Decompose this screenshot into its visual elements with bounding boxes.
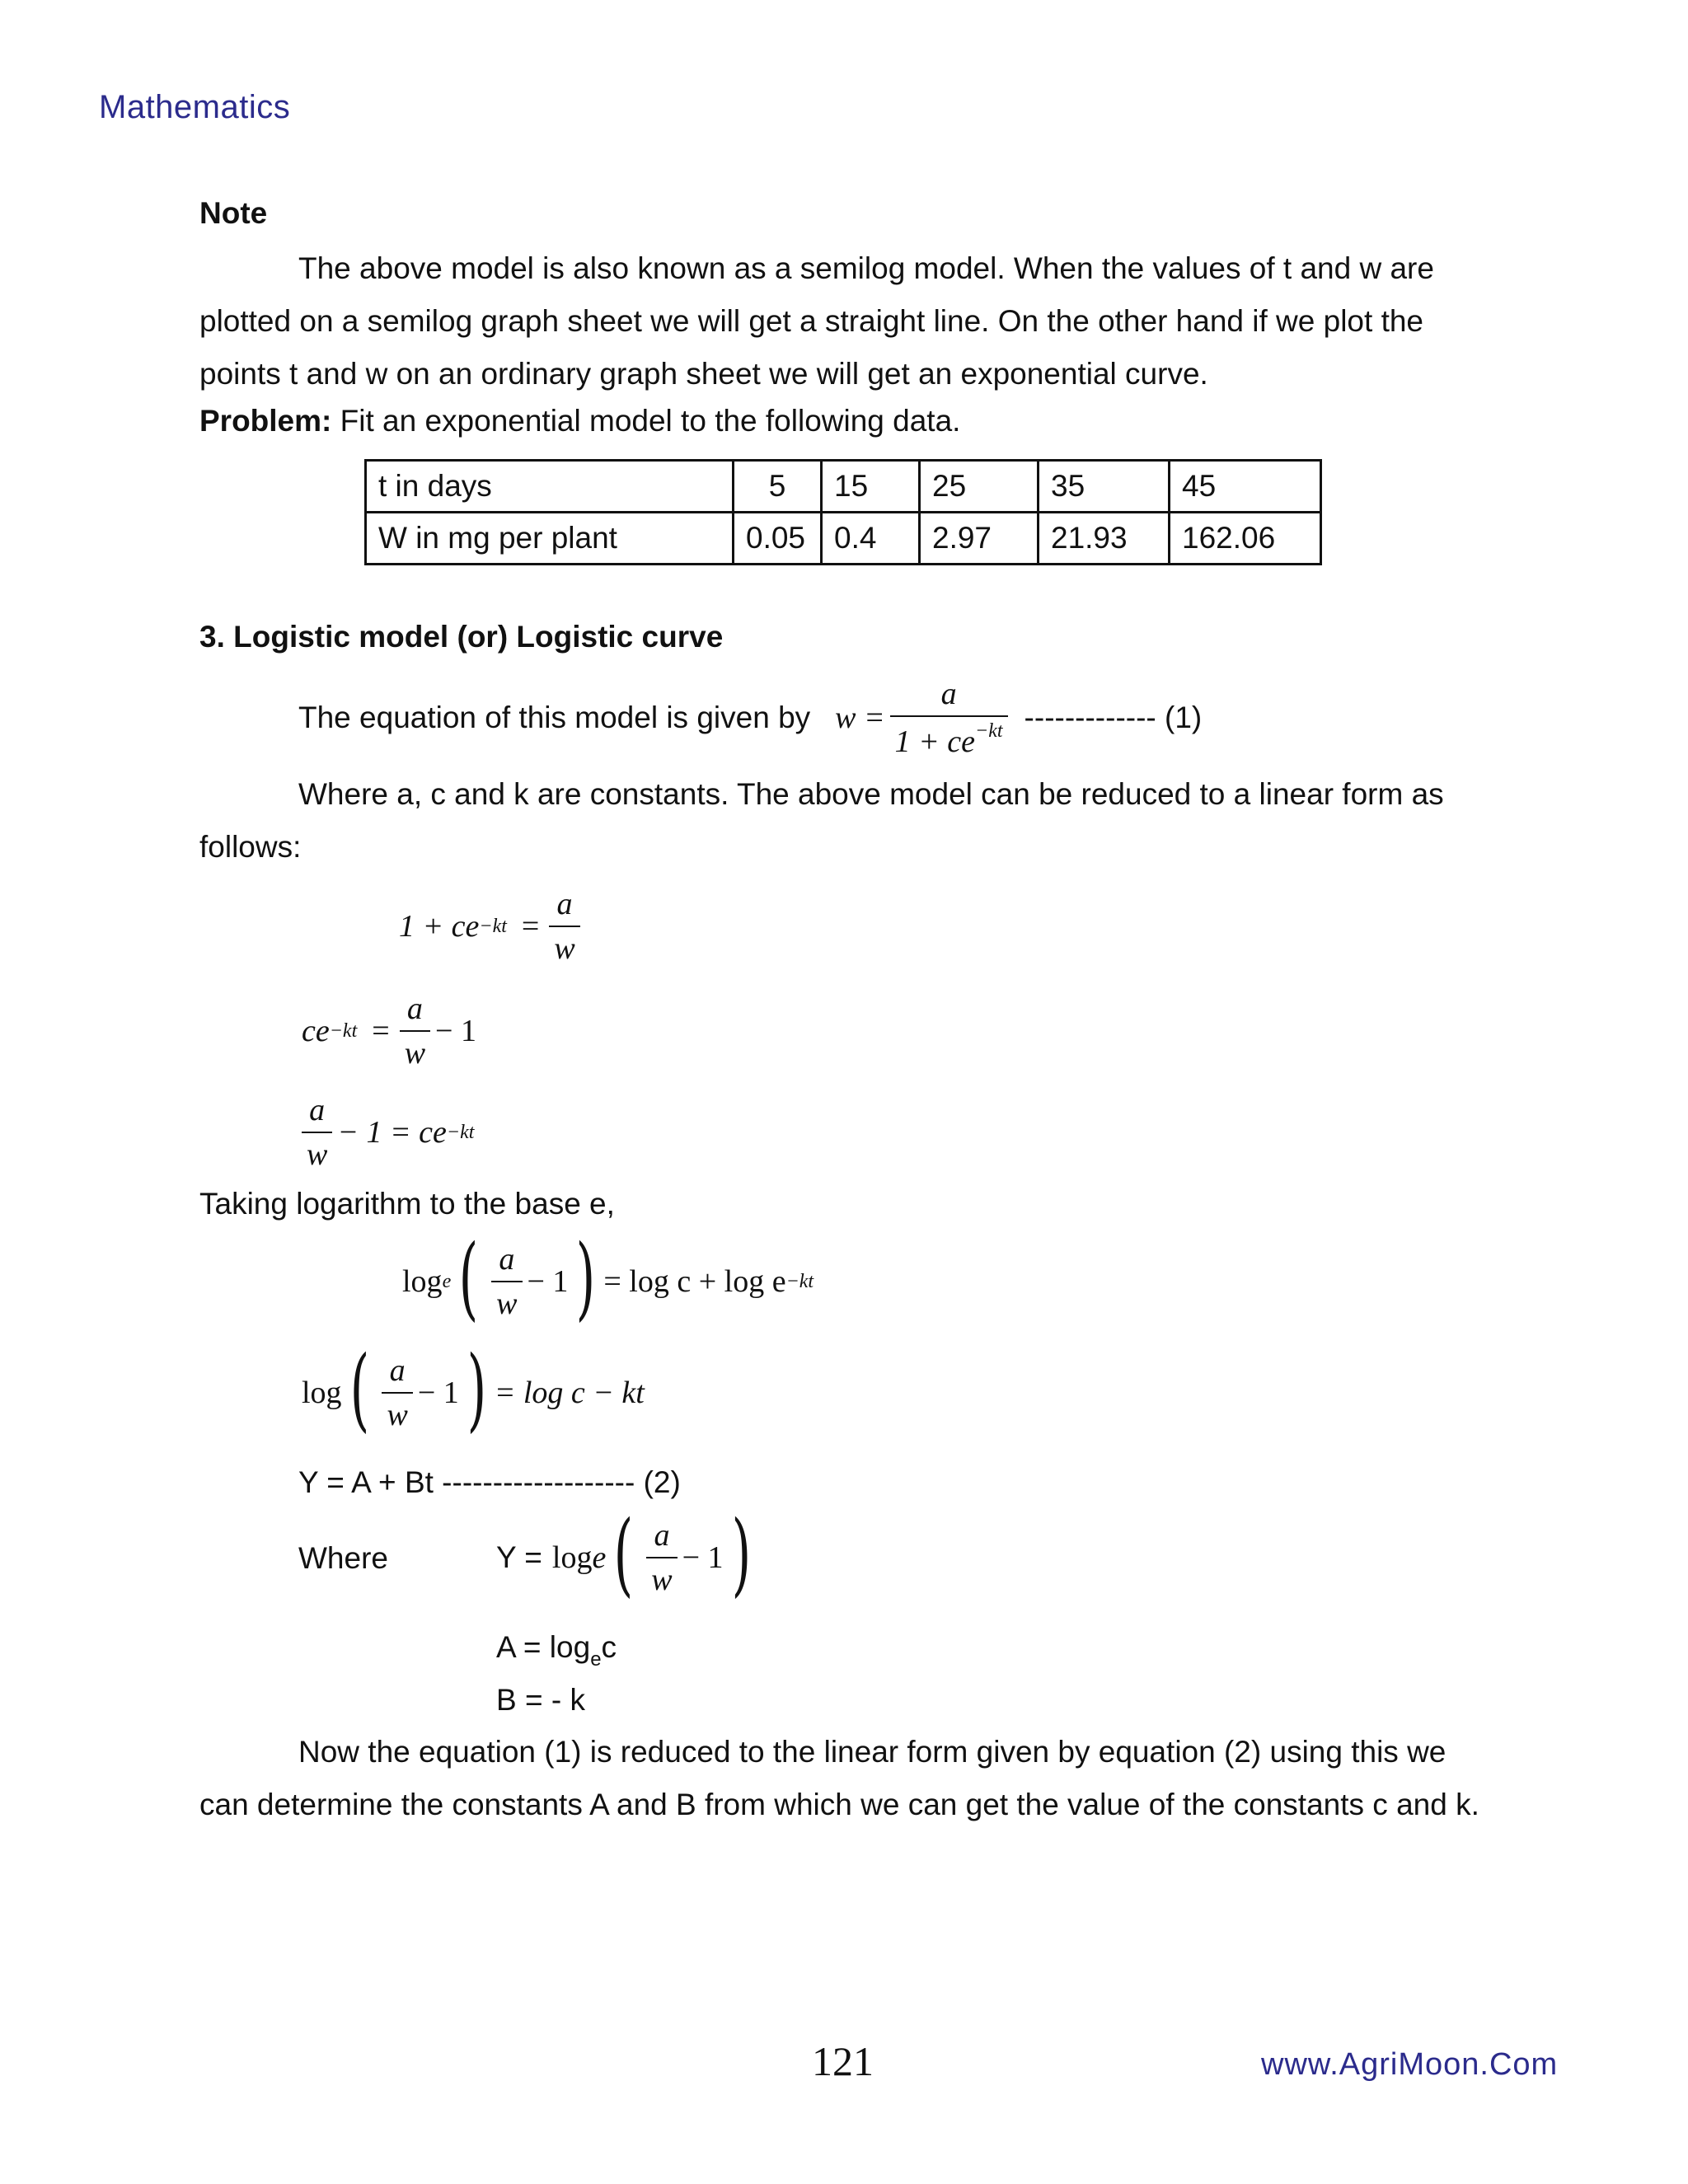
note-line-2: plotted on a semilog graph sheet we will get a straight line. On the other hand if we plot the bbox=[199, 304, 1424, 338]
right-paren: ) bbox=[576, 1225, 596, 1330]
equation-2: Y = A + Bt ------------------- (2) bbox=[298, 1465, 681, 1499]
table-cell: 25 bbox=[920, 461, 1039, 513]
table-cell: 162.06 bbox=[1170, 513, 1321, 565]
step4-fraction: $\frac{a}{w}$ bbox=[491, 1241, 522, 1322]
where-line-1: Where a, c and k are constants. The above model can be reduced to a linear form as bbox=[298, 777, 1444, 811]
table-cell: 21.93 bbox=[1039, 513, 1170, 565]
y-def-fraction: $\frac{a}{w}$ bbox=[646, 1517, 677, 1598]
table-row bbox=[366, 461, 1321, 513]
step5-fraction: $\frac{a}{w}$ bbox=[382, 1352, 412, 1433]
final-line-2: can determine the constants A and B from which we can get the value of the constants c and k. bbox=[199, 1788, 1479, 1821]
table-cell: 2.97 bbox=[920, 513, 1039, 565]
table-cell: t in days bbox=[366, 461, 734, 513]
note-line-3: points t and w on an ordinary graph sheet we will get an exponential curve. bbox=[199, 357, 1208, 391]
final-paragraph bbox=[199, 1726, 1490, 1831]
eq1-denominator: $1 + ce^{-kt}$ bbox=[890, 715, 1008, 760]
note-heading: Note bbox=[199, 196, 268, 230]
final-line-1: Now the equation (1) is reduced to the linear form given by equation (2) using this we bbox=[298, 1735, 1447, 1769]
table-cell: 35 bbox=[1039, 461, 1170, 513]
step1-fraction: $\frac{a}{w}$ bbox=[549, 886, 579, 967]
problem-text: Fit an exponential model to the following data. bbox=[331, 404, 961, 438]
section-heading: 3. Logistic model (or) Logistic curve bbox=[199, 620, 724, 654]
page-number: 121 bbox=[812, 2038, 874, 2084]
where-paragraph bbox=[199, 768, 1490, 874]
table-row bbox=[366, 513, 1321, 565]
step-3: $\frac{a}{w}$ − 1 = ce −kt bbox=[302, 1092, 474, 1173]
right-paren: ) bbox=[467, 1336, 487, 1441]
log-intro: Taking logarithm to the base e, bbox=[199, 1187, 615, 1221]
problem-line bbox=[199, 404, 960, 438]
a-definition: $A = \log_ec$ bbox=[496, 1630, 617, 1671]
step3-fraction: $\frac{a}{w}$ bbox=[302, 1092, 332, 1173]
table-cell: W in mg per plant bbox=[366, 513, 734, 565]
header-title: Mathematics bbox=[99, 89, 291, 125]
right-paren: ) bbox=[731, 1501, 751, 1606]
equation-1 bbox=[298, 676, 1202, 760]
note-paragraph bbox=[199, 242, 1490, 401]
where-label: Where bbox=[298, 1541, 388, 1575]
eq1-tag: ------------- (1) bbox=[1024, 701, 1203, 734]
problem-label: Problem: bbox=[199, 404, 332, 438]
eq1-fraction bbox=[890, 676, 1008, 760]
y-definition: Y = log e ( $\frac{a}{w}$ − 1 ) bbox=[496, 1501, 751, 1606]
where-line-2: follows: bbox=[199, 830, 302, 864]
table-cell: 5 bbox=[734, 461, 822, 513]
b-definition: B = - k bbox=[496, 1683, 585, 1717]
data-table bbox=[364, 459, 1322, 565]
table-cell: 0.4 bbox=[822, 513, 920, 565]
left-paren: ( bbox=[614, 1501, 634, 1606]
step-5: log ( $\frac{a}{w}$ − 1 ) = log c − kt bbox=[302, 1336, 645, 1441]
left-paren: ( bbox=[458, 1225, 479, 1330]
website-link[interactable]: www.AgriMoon.Com bbox=[1261, 2047, 1559, 2082]
note-line-1: The above model is also known as a semilog model. When the values of t and w are bbox=[298, 251, 1434, 285]
table-cell: 0.05 bbox=[734, 513, 822, 565]
step-2: ce −kt = $\frac{a}{w}$ − 1 bbox=[302, 991, 476, 1071]
table-cell: 15 bbox=[822, 461, 920, 513]
table-cell: 45 bbox=[1170, 461, 1321, 513]
left-paren: ( bbox=[349, 1336, 369, 1441]
step-4: log e ( $\frac{a}{w}$ − 1 ) = log c + log e −kt bbox=[402, 1225, 814, 1330]
step2-fraction: $\frac{a}{w}$ bbox=[400, 991, 430, 1071]
eq1-lhs: w = bbox=[835, 701, 885, 735]
step-1: 1 + ce −kt = $\frac{a}{w}$ bbox=[399, 886, 585, 967]
equation-intro: The equation of this model is given by bbox=[298, 701, 811, 734]
eq1-numerator: a bbox=[940, 677, 957, 711]
